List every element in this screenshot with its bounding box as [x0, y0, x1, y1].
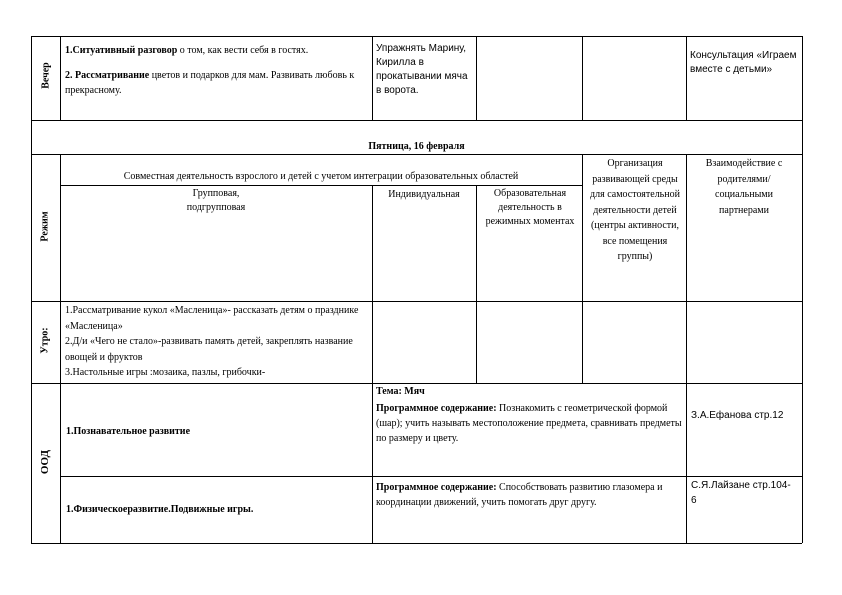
- day-title: Пятница, 16 февраля: [368, 141, 465, 152]
- individual-header: Индивидуальная: [388, 189, 460, 200]
- morning-activities: [65, 303, 370, 381]
- evening-side-label: Вечер: [40, 62, 52, 89]
- group-header: Групповая, подгрупповая: [186, 188, 246, 213]
- morning-side-label: Утро:: [39, 327, 51, 354]
- ood-row1-content-block: [376, 384, 682, 446]
- evening-parents: Консультация «Играем вместе с детьми»: [690, 50, 797, 75]
- regime-label: Режим: [39, 211, 51, 242]
- interaction-header: Взаимодействие с родителями/ социальными партнерами: [705, 158, 783, 216]
- evening-item-2-text: цветов и подарков для мам. Развивать любовь к прекрасному.: [65, 70, 355, 96]
- ood-row1-content: Познакомить с геометрической формой (шар); учить называть местоположение предмета, сравнивать предметы по размеру и цвету.: [376, 403, 682, 444]
- ood-row1-area: 1.Познавательное развитие: [66, 426, 191, 437]
- ood-row1-content-label: Программное содержание:: [376, 403, 497, 414]
- evening-item-1-bold: 1.Ситуативный разговор: [65, 45, 178, 56]
- environment-header: Организация развивающей среды для самостоятельной деятельности детей (центры активности, все помещения группы): [590, 158, 680, 262]
- ood-row1-theme: Тема: Мяч: [376, 386, 425, 397]
- evening-individual: Упражнять Марину, Кирилла в прокатывании мяча в ворота.: [376, 43, 468, 96]
- evening-item-1: [65, 43, 370, 58]
- ood-row2-content-label: Программное содержание:: [376, 482, 497, 493]
- ood-row1-source: З.А.Ефанова стр.12: [691, 410, 784, 421]
- joint-activity-header: Совместная деятельность взрослого и детей с учетом интеграции образовательных областей: [123, 171, 519, 182]
- evening-item-1-text: о том, как вести себя в гостях.: [177, 45, 309, 56]
- ood-row2-content-block: [376, 480, 676, 510]
- morning-line-2: 2.Д/и «Чего не стало»-развивать память детей, закреплять название овощей и фруктов: [65, 336, 353, 363]
- ood-row2-area: 1.Физическоеразвитие.Подвижные игры.: [66, 504, 254, 515]
- evening-activities: [65, 43, 370, 98]
- evening-item-2-bold: 2. Рассматривание: [65, 70, 150, 81]
- evening-item-2: [65, 68, 370, 98]
- ood-row1-program: [376, 401, 682, 446]
- morning-line-1: 1.Рассматривание кукол «Масленица»- рассказать детям о празднике «Масленица»: [65, 305, 359, 332]
- ood-row2-source: С.Я.Лайзане стр.104-6: [691, 480, 791, 506]
- ood-side-label: ООД: [39, 449, 51, 475]
- morning-line-3: 3.Настольные игры :мозаика, пазлы, грибочки-: [65, 367, 266, 378]
- ood-row2-content: Способствовать развитию глазомера и координации движений, учить помогать друг другу.: [376, 482, 663, 508]
- regime-moments-header: Образовательная деятельность в режимных моментах: [485, 188, 575, 227]
